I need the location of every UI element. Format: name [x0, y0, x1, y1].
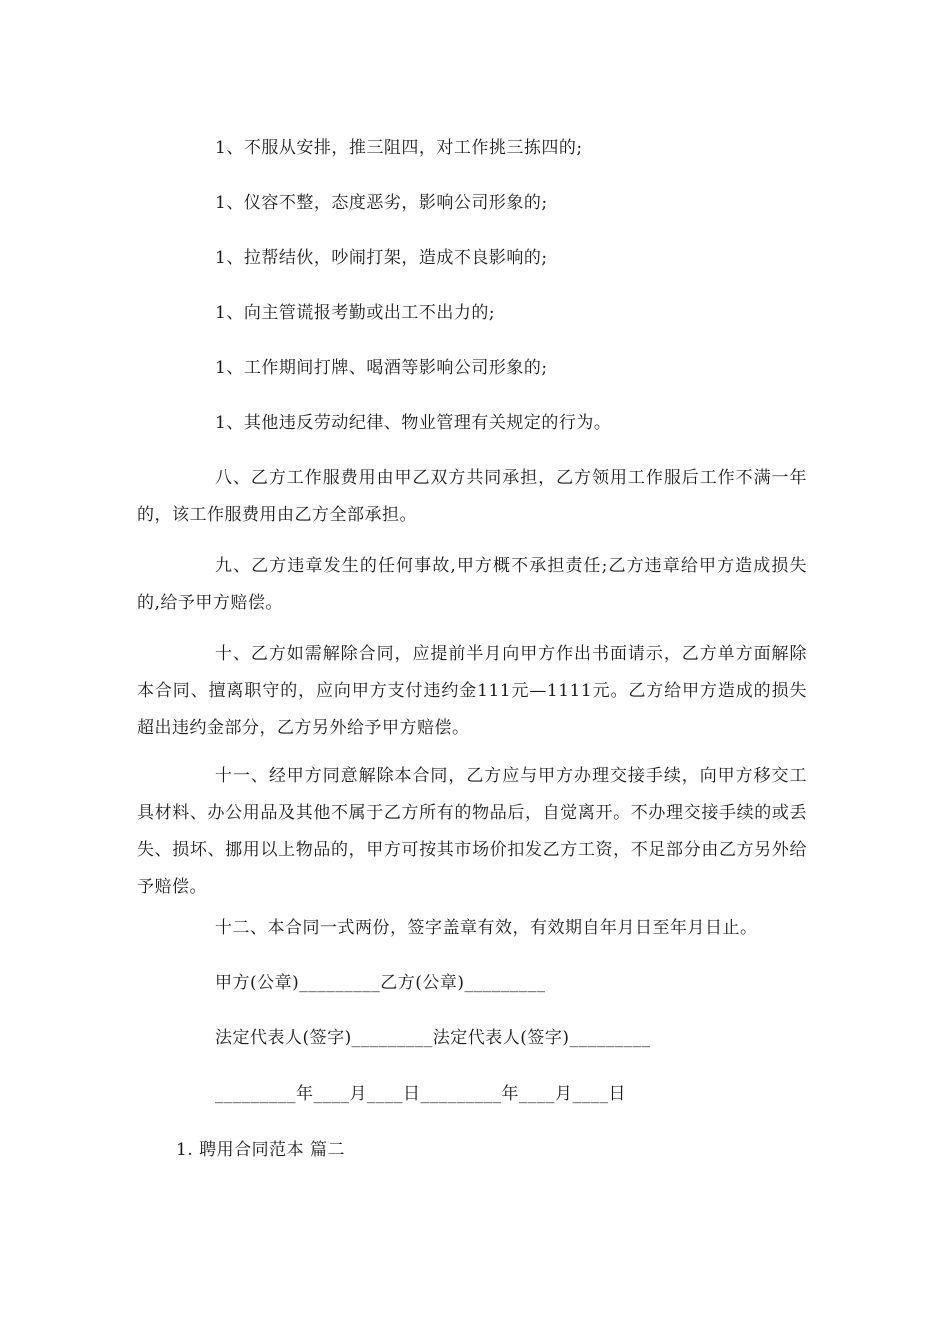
date-line: _________年____月____日_________年____月____日 — [215, 1084, 626, 1104]
clause-eight: 八、乙方工作服费用由甲乙双方共同承担，乙方领用工作服后工作不满一年的，该工作服费用由乙方全部承担。 — [137, 468, 807, 525]
clause-twelve: 十二、本合同一式两份，签字盖章有效，有效期自年月日至年月日止。 — [215, 918, 758, 938]
list-item-2: 1、仪容不整，态度恶劣，影响公司形象的; — [215, 193, 548, 213]
clause-eleven: 十一、经甲方同意解除本合同，乙方应与甲方办理交接手续，向甲方移交工具材料、办公用品及其他不属于乙方所有的物品后，自觉离开。不办理交接手续的或丢失、损坏、挪用以上物品的，甲方可按其市场价扣发乙方工资，不足部分由乙方另外给予赔偿。 — [137, 766, 807, 897]
list-item-4: 1、向主管谎报考勤或出工不出力的; — [215, 303, 496, 323]
list-item-1: 1、不服从安排，推三阻四，对工作挑三拣四的; — [215, 138, 583, 158]
clause-nine: 九、乙方违章发生的任何事故,甲方概不承担责任;乙方违章给甲方造成损失的,给予甲方赔偿。 — [137, 556, 807, 613]
seal-line: 甲方(公章)_________乙方(公章)_________ — [215, 973, 546, 993]
list-item-5: 1、工作期间打牌、喝酒等影响公司形象的; — [215, 358, 548, 378]
next-section-heading: 1. 聘用合同范本 篇二 — [176, 1140, 346, 1160]
list-item-3: 1、拉帮结伙，吵闹打架，造成不良影响的; — [215, 248, 548, 268]
list-item-6: 1、其他违反劳动纪律、物业管理有关规定的行为。 — [215, 413, 612, 433]
representative-line: 法定代表人(签字)_________法定代表人(签字)_________ — [215, 1028, 651, 1048]
clause-ten: 十、乙方如需解除合同，应提前半月向甲方作出书面请示，乙方单方面解除本合同、擅离职守的，应向甲方支付违约金111元—1111元。乙方给甲方造成的损失超出违约金部分，乙方另外给予甲方赔偿。 — [137, 644, 807, 738]
